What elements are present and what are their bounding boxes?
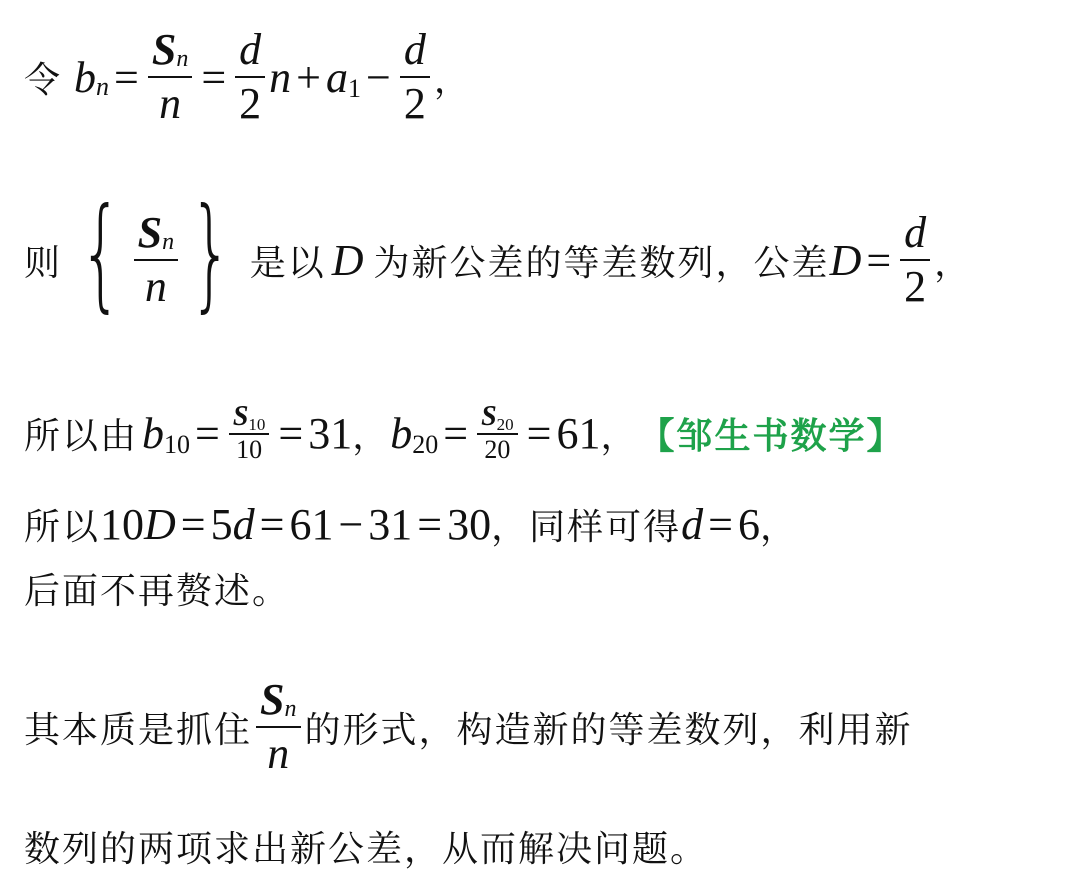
op-equals: = [180,499,206,549]
var-S: S [232,401,249,432]
right-brace: } [189,182,233,324]
formula-line-1 [24,22,472,132]
var-S: S [151,25,177,74]
fraction-sn-over-n [148,25,192,128]
left-brace: { [79,182,123,324]
text-essence: 其本质是抓住 [24,709,253,751]
op-equals: = [259,499,285,549]
punct-comma: ， [934,242,973,284]
sub-10: 10 [248,415,266,434]
num-61: 61 [289,499,334,549]
num-6: 6 [737,499,760,549]
num-10: 10 [236,435,263,464]
num-2: 2 [904,262,927,311]
var-n: n [269,52,292,102]
var-d: d [681,499,704,549]
var-d: d [232,499,255,549]
op-minus: − [338,499,364,549]
op-plus: + [296,52,321,102]
num-31: 31 [368,499,413,549]
var-b: b [142,408,165,458]
text-ling: 令 [24,59,63,101]
sub-n: n [96,72,110,101]
num-20: 20 [484,435,511,464]
op-equals: = [278,408,304,458]
var-n: n [144,262,167,311]
op-equals: = [114,52,139,102]
text-construct-new-sequence: 的形式，构造新的等差数列，利用新 [304,709,913,751]
fraction-d-over-2 [235,25,265,128]
sub-1: 1 [347,74,361,103]
op-equals: = [417,499,443,549]
text-no-more-details: 后面不再赘述。 [24,570,291,612]
op-equals: = [195,408,220,458]
num-61: 61 [556,408,601,458]
sub-n: n [162,229,175,255]
punct-comma: ， [600,415,639,457]
sub-10: 10 [164,430,191,459]
fraction-d-over-2 [900,208,930,311]
sub-n: n [284,696,297,722]
text-line-7 [24,818,708,874]
text-suo-yi: 所以 [24,506,101,548]
sub-n: n [176,46,189,72]
num-5: 5 [210,499,233,549]
var-D: D [829,235,862,285]
num-2: 2 [239,79,262,128]
punct-comma: ， [352,415,391,457]
sub-20: 20 [496,415,514,434]
op-minus: − [365,52,391,102]
var-S: S [260,675,285,724]
text-line-5 [24,560,290,616]
var-D: D [144,499,176,549]
num-10: 10 [100,499,145,549]
op-equals: = [201,52,227,102]
fraction-s20-over-20 [477,403,518,463]
text-suo-yi-you: 所以由 [24,415,139,457]
formula-line-2 [24,182,973,330]
var-d: d [904,208,927,257]
formula-line-6 [24,672,913,782]
punct-comma: ， [433,59,472,101]
var-D: D [331,235,364,285]
text-shi-yi: 是以 [249,242,326,284]
text-solve-problem: 数列的两项求出新公差，从而解决问题。 [24,828,709,870]
var-S: S [481,401,497,432]
var-n: n [159,79,182,128]
fraction-sn-over-n [134,208,178,311]
op-equals: = [526,408,552,458]
fraction-sn-over-n [256,675,300,778]
op-equals: = [708,499,733,549]
op-equals: = [866,235,892,285]
var-d: d [239,25,262,74]
var-d: d [403,25,426,74]
text-new-common-difference: 为新公差的等差数列，公差 [373,242,830,284]
var-b: b [390,408,413,458]
formula-line-3 [24,395,905,471]
num-2: 2 [403,79,426,128]
var-b: b [74,52,97,102]
num-30: 30 [447,499,492,549]
num-31: 31 [308,408,353,458]
text-similarly: ，同样可得 [491,506,682,548]
sub-20: 20 [412,430,439,459]
var-n: n [267,729,290,778]
formula-line-4 [24,494,798,554]
punct-comma: ， [759,506,798,548]
op-equals: = [443,408,469,458]
var-a: a [325,52,348,102]
text-ze: 则 [24,242,63,284]
watermark-label: 【邹生书数学】 [638,415,905,457]
var-S: S [137,208,163,257]
fraction-d-over-2 [400,25,430,128]
fraction-s10-over-10 [229,403,270,463]
